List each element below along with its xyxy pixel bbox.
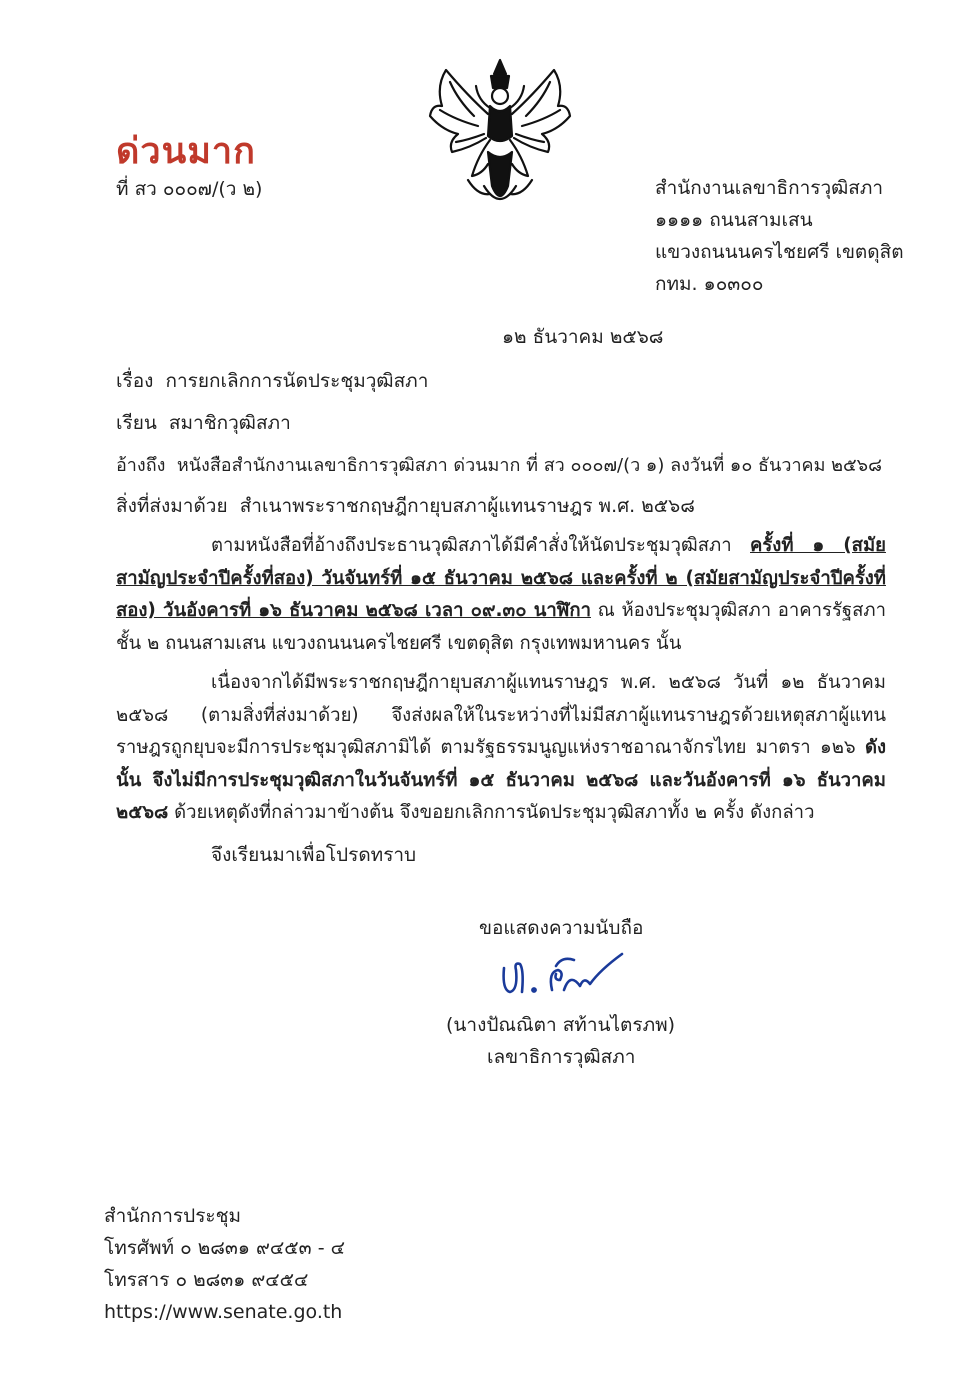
address-line: สำนักงานเลขาธิการวุฒิสภา (655, 177, 884, 199)
para1-emphasis: ครั้งที่ ๑ (สมัยสามัญประจำปีครั้งที่สอง) วันจันทร์ที่ ๑๕ ธันวาคม ๒๕๖๘ และครั้งที่ ๒ (สมัยสามัญประจำปีครั้งที่สอง) วันอังคารที่ ๑๖ ธันวาคม ๒๕๖๘ เวลา ๐๙.๓๐ นาฬิกา (116, 535, 886, 621)
subject-value: การยกเลิกการนัดประชุมวุฒิสภา (165, 370, 429, 392)
reference-value: หนังสือสำนักงานเลขาธิการวุฒิสภา ด่วนมาก ที่ สว ๐๐๐๗/(ว ๑) ลงวันที่ ๑๐ ธันวาคม ๒๕๖๘ (176, 455, 882, 476)
para1-lead: ตามหนังสือที่อ้างถึงประธานวุฒิสภาได้มีคำสั่งให้นัดประชุมวุฒิสภา (211, 535, 750, 556)
paragraph-1 (116, 530, 886, 660)
urgency-stamp: ด่วนมาก (116, 131, 256, 172)
footer-website-link[interactable]: https://www.senate.go.th (104, 1301, 343, 1323)
para1-tail: ณ ห้องประชุมวุฒิสภา อาคารรัฐสภา ชั้น ๒ ถนนสามเสน แขวงถนนนครไชยศรี เขตดุสิต กรุงเทพมหานคร นั้น (116, 600, 887, 654)
enclosure-label: สิ่งที่ส่งมาด้วย (116, 495, 228, 517)
garuda-emblem-icon (428, 56, 572, 212)
footer-office: สำนักการประชุม (104, 1205, 242, 1227)
footer-fax: โทรสาร ๐ ๒๘๓๑ ๙๔๕๔ (104, 1269, 309, 1291)
letter-date: ๑๒ ธันวาคม ๒๕๖๘ (502, 326, 664, 348)
reference-number: ที่ สว ๐๐๐๗/(ว ๒) (116, 178, 263, 200)
para2-tail: ด้วยเหตุดังที่กล่าวมาข้างต้น จึงขอยกเลิกการนัดประชุมวุฒิสภาทั้ง ๒ ครั้ง ดังกล่าว (168, 802, 815, 823)
signature-icon (498, 950, 628, 1000)
footer-phone: โทรศัพท์ ๐ ๒๘๓๑ ๙๔๕๓ - ๔ (104, 1237, 345, 1259)
para2-emphasis: ดังนั้น จึงไม่มีการประชุมวุฒิสภาในวันจันทร์ที่ ๑๕ ธันวาคม ๒๕๖๘ และวันอังคารที่ ๑๖ ธันวาคม ๒๕๖๘ (116, 737, 886, 823)
closing-phrase: ขอแสดงความนับถือ (479, 917, 644, 939)
paragraph-3: จึงเรียนมาเพื่อโปรดทราบ (211, 844, 417, 866)
paragraph-2 (116, 667, 886, 830)
subject-label: เรื่อง (116, 370, 154, 392)
para2-lead: เนื่องจากได้มีพระราชกฤษฎีกายุบสภาผู้แทนราษฎร พ.ศ. ๒๕๖๘ วันที่ ๑๒ ธันวาคม ๒๕๖๘ (ตามสิ่งที่ส่งมาด้วย) จึงส่งผลให้ในระหว่างที่ไม่มีสภาผู้แทนราษฎรด้วยเหตุสภาผู้แทนราษฎรถูกยุบจะมีการประชุมวุฒิสภามิได้ ตามรัฐธรรมนูญแห่งราชอาณาจักรไทย มาตรา ๑๒๖ (116, 672, 886, 758)
sender-address (655, 172, 904, 300)
signatory-name: (นางปัณณิตา สท้านไตรภพ) (446, 1014, 676, 1036)
signatory-position: เลขาธิการวุฒิสภา (487, 1046, 636, 1068)
recipient-line (116, 408, 291, 438)
address-line: แขวงถนนนครไชยศรี เขตดุสิต (655, 241, 904, 263)
subject-line (116, 366, 428, 396)
footer-contact (104, 1200, 345, 1328)
address-line: ๑๑๑๑ ถนนสามเสน (655, 209, 813, 231)
recipient-label: เรียน (116, 412, 157, 434)
address-line: กทม. ๑๐๓๐๐ (655, 273, 764, 295)
reference-line (116, 450, 882, 479)
recipient-value: สมาชิกวุฒิสภา (168, 412, 291, 434)
enclosure-value: สำเนาพระราชกฤษฎีกายุบสภาผู้แทนราษฎร พ.ศ. ๒๕๖๘ (239, 495, 695, 517)
reference-label: อ้างถึง (116, 455, 166, 476)
enclosure-line (116, 491, 695, 521)
